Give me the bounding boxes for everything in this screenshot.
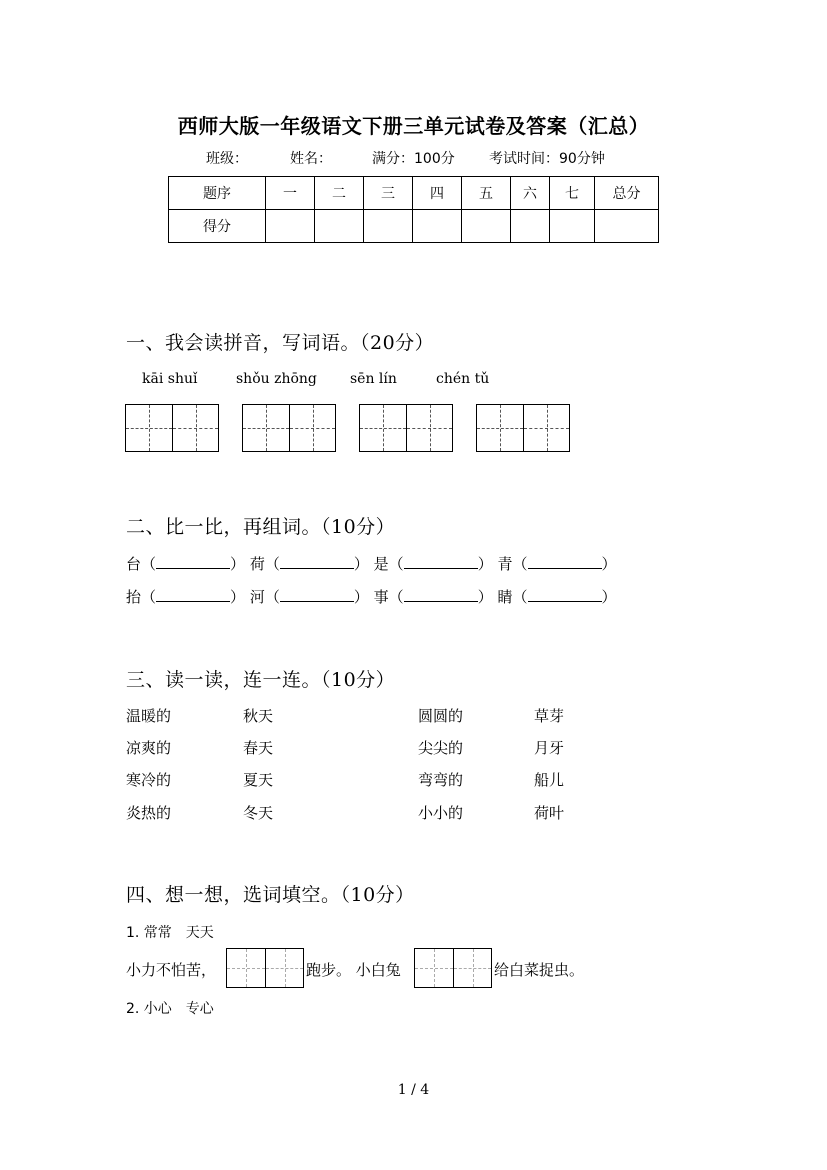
answer-blank[interactable]: [528, 554, 602, 569]
score-table-header-row: [169, 177, 659, 210]
word-group-row: [126, 553, 617, 574]
score-input-cell[interactable]: [266, 210, 315, 243]
match-word[interactable]: 圆圆的: [418, 707, 464, 725]
bracket: ）: [353, 555, 369, 573]
answer-blank[interactable]: [528, 587, 602, 602]
answer-blank[interactable]: [156, 554, 230, 569]
section-3-heading: 三、读一读，连一连。（10分）: [126, 669, 396, 691]
pinyin-label: chén tǔ: [436, 371, 490, 387]
score-input-cell[interactable]: [595, 210, 659, 243]
score-table: [168, 176, 659, 243]
score-input-cell[interactable]: [511, 210, 550, 243]
match-word[interactable]: 尖尖的: [418, 739, 464, 757]
table-cell: 七: [550, 177, 595, 210]
bracket: （: [264, 588, 280, 606]
match-word[interactable]: 春天: [243, 739, 274, 757]
class-label: 班级：: [206, 151, 248, 167]
bracket: （: [388, 588, 404, 606]
bracket: ）: [477, 588, 493, 606]
section-1-heading: 一、我会读拼音，写词语。（20分）: [126, 332, 435, 354]
match-word[interactable]: 秋天: [243, 707, 274, 725]
answer-blank[interactable]: [156, 587, 230, 602]
character: 青: [497, 555, 513, 573]
bracket: （: [141, 555, 157, 573]
bracket: ）: [230, 555, 246, 573]
match-word[interactable]: 荷叶: [534, 804, 565, 822]
character: 荷: [249, 555, 265, 573]
score-input-cell[interactable]: [315, 210, 364, 243]
table-cell: 四: [413, 177, 462, 210]
word-group-row: [126, 586, 617, 607]
writing-grid[interactable]: [242, 404, 336, 452]
character: 事: [373, 588, 389, 606]
bracket: （: [512, 588, 528, 606]
bracket: （: [388, 555, 404, 573]
pinyin-label: shǒu zhōng: [236, 371, 317, 387]
bracket: ）: [601, 588, 617, 606]
table-cell: 一: [266, 177, 315, 210]
score-input-cell[interactable]: [413, 210, 462, 243]
bracket: ）: [230, 588, 246, 606]
page-title: 西师大版一年级语文下册三单元试卷及答案（汇总）: [177, 114, 650, 138]
answer-blank[interactable]: [404, 554, 478, 569]
match-word[interactable]: 夏天: [243, 771, 274, 789]
bracket: （: [264, 555, 280, 573]
name-label: 姓名：: [290, 151, 332, 167]
bracket: ）: [353, 588, 369, 606]
answer-blank[interactable]: [404, 587, 478, 602]
score-input-cell[interactable]: [550, 210, 595, 243]
question-2-options: 2. 小心 专心: [126, 1001, 214, 1017]
match-word[interactable]: 月牙: [534, 739, 565, 757]
character: 抬: [126, 588, 142, 606]
bracket: （: [512, 555, 528, 573]
table-cell: 得分: [169, 210, 266, 243]
question-1-options: 1. 常常 天天: [126, 925, 214, 941]
answer-grid[interactable]: [226, 948, 304, 988]
score-table-score-row: [169, 210, 659, 243]
match-word[interactable]: 凉爽的: [126, 739, 172, 757]
answer-blank[interactable]: [280, 554, 354, 569]
page-number: 1 / 4: [397, 1082, 430, 1098]
match-word[interactable]: 草芽: [534, 707, 565, 725]
character: 河: [249, 588, 265, 606]
table-cell: 二: [315, 177, 364, 210]
pinyin-label: kāi shuǐ: [142, 371, 198, 387]
bracket: ）: [477, 555, 493, 573]
answer-grid[interactable]: [414, 948, 492, 988]
sentence-part: 跑步。 小白兔: [306, 961, 401, 979]
exam-time-label: 考试时间：90分钟: [489, 151, 605, 167]
match-word[interactable]: 温暖的: [126, 707, 172, 725]
table-cell: 题序: [169, 177, 266, 210]
writing-grid[interactable]: [359, 404, 453, 452]
bracket: （: [141, 588, 157, 606]
match-word[interactable]: 弯弯的: [418, 771, 464, 789]
table-cell: 总分: [595, 177, 659, 210]
character: 是: [373, 555, 389, 573]
table-cell: 三: [364, 177, 413, 210]
score-input-cell[interactable]: [462, 210, 511, 243]
pinyin-label: sēn lín: [350, 371, 397, 387]
match-word[interactable]: 冬天: [243, 804, 274, 822]
full-score-label: 满分：100分: [372, 151, 455, 167]
match-word[interactable]: 船儿: [534, 771, 565, 789]
match-word[interactable]: 寒冷的: [126, 771, 172, 789]
sentence-part: 小力不怕苦，: [126, 961, 217, 979]
match-word[interactable]: 小小的: [418, 804, 464, 822]
section-2-heading: 二、比一比，再组词。（10分）: [126, 516, 396, 538]
sentence-part: 给白菜捉虫。: [494, 961, 585, 979]
bracket: ）: [601, 555, 617, 573]
writing-grid[interactable]: [125, 404, 219, 452]
table-cell: 五: [462, 177, 511, 210]
match-word[interactable]: 炎热的: [126, 804, 172, 822]
character: 睛: [497, 588, 513, 606]
table-cell: 六: [511, 177, 550, 210]
character: 台: [126, 555, 142, 573]
section-4-heading: 四、想一想，选词填空。（10分）: [126, 884, 415, 906]
score-input-cell[interactable]: [364, 210, 413, 243]
answer-blank[interactable]: [280, 587, 354, 602]
writing-grid[interactable]: [476, 404, 570, 452]
